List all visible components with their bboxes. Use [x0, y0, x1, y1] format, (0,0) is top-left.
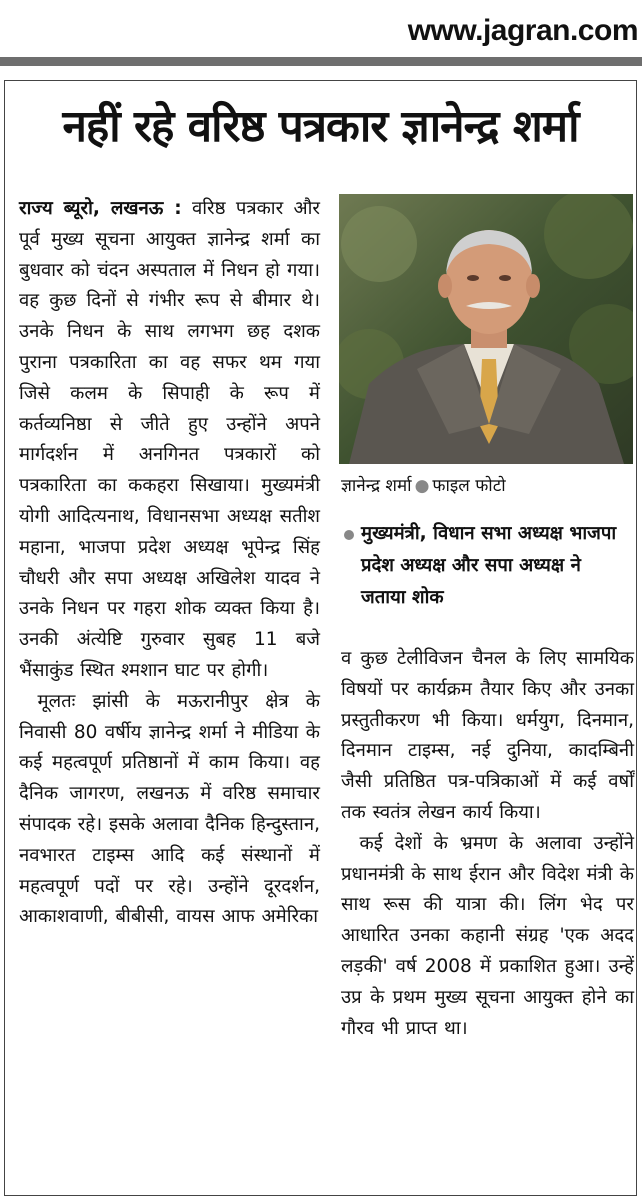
left-column	[19, 194, 320, 933]
paragraph-1	[19, 194, 320, 687]
byline: राज्य ब्यूरो, लखनऊ :	[19, 198, 182, 219]
bullet-icon	[344, 530, 354, 540]
photo-caption	[341, 474, 631, 498]
site-url[interactable]: www.jagran.com	[407, 14, 638, 47]
paragraph-3: व कुछ टेलीविजन चैनल के लिए सामयिक विषयों पर कार्यक्रम तैयार किए और उनका प्रस्तुतीकरण भी किया। धर्मयुग, दिनमान, दिनमान टाइम्स, नई दुनिया, कादम्बिनी जैसी प्रतिष्ठित पत्र-पत्रिकाओं में कई वर्षों तक स्वतंत्र लेखन कार्य किया।	[341, 648, 634, 823]
file-photo	[339, 194, 633, 464]
masthead-rule	[0, 57, 642, 66]
highlight-box	[341, 518, 631, 614]
masthead-bar	[0, 0, 642, 58]
highlight-text: मुख्यमंत्री, विधान सभा अध्यक्ष भाजपा प्रदेश अध्यक्ष और सपा अध्यक्ष ने जताया शोक	[361, 523, 617, 608]
caption-name: ज्ञानेन्द्र शर्मा	[341, 476, 412, 496]
portrait-image	[339, 194, 633, 464]
caption-credit: फाइल फोटो	[432, 476, 506, 496]
headline: नहीं रहे वरिष्ठ पत्रकार ज्ञानेन्द्र शर्मा	[62, 101, 579, 152]
caption-bullet-icon: ●	[414, 476, 430, 496]
paragraph-2: मूलतः झांसी के मऊरानीपुर क्षेत्र के निवासी 80 वर्षीय ज्ञानेन्द्र शर्मा ने मीडिया के कई महत्वपूर्ण प्रतिष्ठानों में काम किया। वह दैनिक जागरण, लखनऊ में वरिष्ठ समाचार संपादक रहे। इसके अलावा दैनिक हिन्दुस्तान, नवभारत टाइम्स आदि कई संस्थानों में महत्वपूर्ण पदों पर रहे। उन्होंने दूरदर्शन, आकाशवाणी, बीबीसी, वायस आफ अमेरिका	[19, 690, 320, 928]
paragraph-4: कई देशों के भ्रमण के अलावा उन्होंने प्रधानमंत्री के साथ ईरान और विदेश मंत्री के साथ रूस की यात्रा की। लिंग भेद पर आधारित उनका कहानी संग्रह 'एक अदद लड़की' वर्ष 2008 में प्रकाशित हुआ। उन्हें उप्र के प्रथम मुख्य सूचना आयुक्त होने का गौरव भी प्राप्त था।	[341, 832, 634, 1039]
news-clipping	[4, 80, 637, 1196]
right-column	[341, 644, 634, 1044]
paragraph-1-text: वरिष्ठ पत्रकार और पूर्व मुख्य सूचना आयुक्त ज्ञानेन्द्र शर्मा का बुधवार को चंदन अस्पताल में निधन हो गया। वह कुछ दिनों से गंभीर रूप से बीमार थे। उनके निधन के साथ लगभग छह दशक पुराना पत्रकारिता का वह सफर थम गया जिसे कलम के सिपाही के रूप में कर्तव्यनिष्ठा से जीते हुए उन्होंने अपने मार्गदर्शन में अनगिनत पत्रकारों को पत्रकारिता का ककहरा सिखाया। मुख्यमंत्री योगी आदित्यनाथ, विधानसभा अध्यक्ष सतीश महाना, भाजपा प्रदेश अध्यक्ष भूपेन्द्र सिंह चौधरी और सपा अध्यक्ष अखिलेश यादव ने उनके निधन पर गहरा शोक व्यक्त किया है। उनकी अंत्येष्टि गुरुवार सुबह 11 बजे भैंसाकुंड स्थित श्मशान घाट पर होगी।	[19, 198, 320, 681]
